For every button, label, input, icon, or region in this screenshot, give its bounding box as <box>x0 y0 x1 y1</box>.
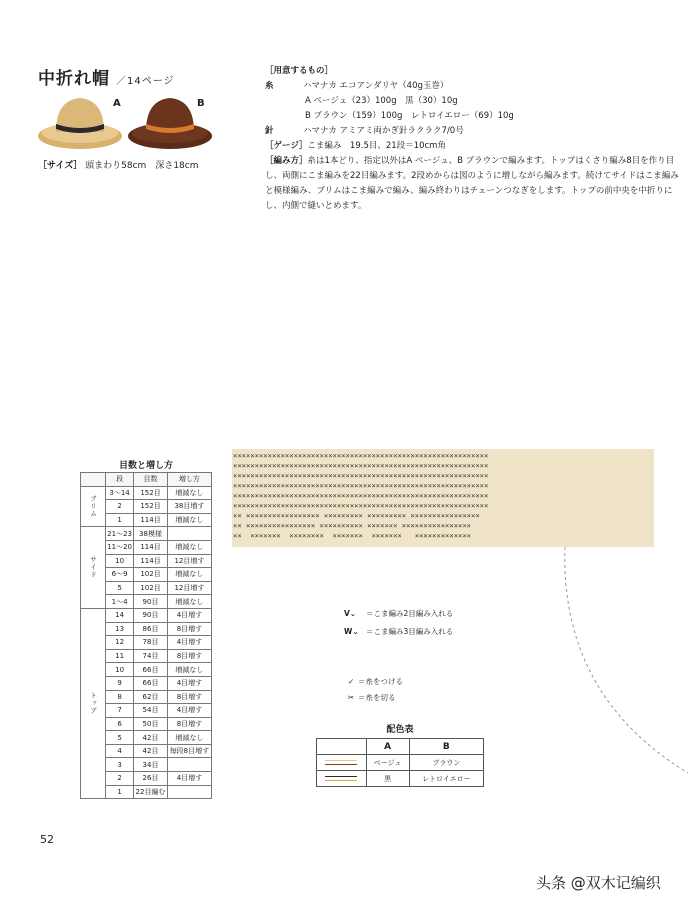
row-count-cell: 1 <box>106 785 134 799</box>
watermark: 头条 @双木记编织 <box>536 874 661 892</box>
row-count-cell: 11 <box>106 649 134 663</box>
needle-text: ハマナカ アミアミ両かぎ針ラクラク7/0号 <box>303 126 464 136</box>
row-count-cell: 5 <box>106 581 134 595</box>
row-count-cell: 4 <box>106 744 134 758</box>
table-row <box>81 486 212 500</box>
group-label: サイド <box>81 527 106 609</box>
stitch-count-cell: 114目 <box>134 554 168 568</box>
row-count-cell: 6 <box>106 717 134 731</box>
stitch-row: ××××××××××××××××××××××××××××××××××××××××××××××××××××××××××× <box>233 481 489 490</box>
stitch-count-cell: 66目 <box>134 663 168 677</box>
symbol-legend-2 <box>344 626 453 637</box>
header-increase: 増し方 <box>167 473 211 487</box>
stitch-row: ××××××××××××××××××××××××××××××××××××××××××××××××××××××××××× <box>233 451 489 460</box>
group-label: トップ <box>81 608 106 798</box>
increase-cell: 増減なし <box>167 731 211 745</box>
increase-cell <box>167 785 211 799</box>
increase-cell: 増減なし <box>167 595 211 609</box>
stitch-chart <box>233 451 653 541</box>
page-title <box>38 64 175 89</box>
stitch-count-cell: 102目 <box>134 581 168 595</box>
size-text: 頭まわり58cm 深さ18cm <box>85 161 199 171</box>
stitch-count-cell: 42目 <box>134 731 168 745</box>
stitch-count-cell: 34目 <box>134 758 168 772</box>
inc2-icon: V⌄ <box>344 609 357 618</box>
color-col-a: A <box>366 739 409 755</box>
stitch-count-cell: 62目 <box>134 690 168 704</box>
stitch-count-cell: 26目 <box>134 772 168 786</box>
increase-cell: 4目増す <box>167 608 211 622</box>
increase-cell: 8目増す <box>167 649 211 663</box>
table-row <box>81 527 212 541</box>
hat-a-image <box>36 92 124 152</box>
increase-table <box>80 472 212 799</box>
row-count-cell: 2 <box>106 500 134 514</box>
yarn-b-text: B ブラウン（159）100g レトロイエロー（69）10g <box>305 111 514 121</box>
color-row1-b: ブラウン <box>409 755 483 771</box>
row-count-cell: 1〜4 <box>106 595 134 609</box>
increase-cell: 増減なし <box>167 663 211 677</box>
stitch-count-cell: 66目 <box>134 676 168 690</box>
yarn-a-text: A ベージュ（23）100g 黒（30）10g <box>305 96 458 106</box>
color-swatch-2 <box>317 771 367 787</box>
chart-arc-guide <box>540 545 690 775</box>
row-count-cell: 12 <box>106 636 134 650</box>
symbol-text-3: ＝糸をつける <box>358 677 403 686</box>
stitch-row: ××××××××××××××××××××××××××××××××××××××××××××××××××××××××××× <box>233 471 489 480</box>
group-header-blank <box>81 473 106 487</box>
increase-cell: 8目増す <box>167 717 211 731</box>
increase-cell <box>167 758 211 772</box>
row-count-cell: 1 <box>106 513 134 527</box>
color-col-b: B <box>409 739 483 755</box>
increase-cell: 8目増す <box>167 690 211 704</box>
page-number: 52 <box>40 833 54 846</box>
group-label: ブリム <box>81 486 106 527</box>
stitch-row: ××××××××××××××××××××××××××××××××××××××××××××××××××××××××××× <box>233 501 489 510</box>
row-count-cell: 2 <box>106 772 134 786</box>
method-text: 糸は1本どり、指定以外はA ベージュ、B ブラウンで編みます。トップはくさり編み8目を作り目し、両側にこま編みを22目編みます。2段めからは図のように増しながら編みます。続けてサイドはこま編みと模様編み、ブリムはこま編みで編み、編み終わりはチェーンつなぎをします。トップの前中央を中折りにし、内側で縫いとめます。 <box>265 156 679 211</box>
increase-cell: 増減なし <box>167 486 211 500</box>
symbol-text-4: ＝糸を切る <box>358 693 396 702</box>
gauge-text: こま編み 19.5目、21段＝10cm角 <box>307 141 446 151</box>
stitch-count-cell: 38模様 <box>134 527 168 541</box>
increase-table-title: 目数と増し方 <box>118 461 173 471</box>
stitch-row: ×× ×××××××××××××××× ×××××××××× ××××××× ×××××××××××××××× <box>233 521 471 530</box>
materials-header: ［用意するもの］ <box>265 66 334 76</box>
stitch-row: ××××××××××××××××××××××××××××××××××××××××××××××××××××××××××× <box>233 491 489 500</box>
stitch-count-cell: 114目 <box>134 540 168 554</box>
row-count-cell: 13 <box>106 622 134 636</box>
row-count-cell: 11〜20 <box>106 540 134 554</box>
stitch-count-cell: 42目 <box>134 744 168 758</box>
stitch-row: ×× ××××××××××××××××× ××××××××× ××××××××× ×××××××××××××××× <box>233 511 480 520</box>
symbol-text-1: ＝こま編み2目編み入れる <box>366 609 454 618</box>
row-count-cell: 6〜9 <box>106 568 134 582</box>
inc3-icon: W⌄ <box>344 627 359 636</box>
hat-a-label: A <box>113 98 121 109</box>
stitch-count-cell: 78目 <box>134 636 168 650</box>
yarn-key: 糸 <box>265 81 274 91</box>
row-count-cell: 3 <box>106 758 134 772</box>
color-swatch-1 <box>317 755 367 771</box>
increase-cell <box>167 527 211 541</box>
symbol-legend-4 <box>348 692 396 703</box>
symbol-legend-1 <box>344 608 453 619</box>
increase-cell: 8目増す <box>167 622 211 636</box>
gauge-key: ［ゲージ］ <box>265 141 308 151</box>
title-text: 中折れ帽 <box>38 69 110 89</box>
size-label: ［サイズ］ <box>38 161 83 171</box>
header-row-count: 段 <box>106 473 134 487</box>
header-stitch-count: 目数 <box>134 473 168 487</box>
row-count-cell: 9 <box>106 676 134 690</box>
row-count-cell: 14 <box>106 608 134 622</box>
row-count-cell: 10 <box>106 663 134 677</box>
stitch-count-cell: 22目編む <box>134 785 168 799</box>
color-row2-a: 黒 <box>366 771 409 787</box>
stitch-count-cell: 54目 <box>134 704 168 718</box>
row-count-cell: 3〜14 <box>106 486 134 500</box>
increase-cell: 毎段8目増す <box>167 744 211 758</box>
increase-cell: 増減なし <box>167 513 211 527</box>
stitch-row: ××××××××××××××××××××××××××××××××××××××××××××××××××××××××××× <box>233 461 489 470</box>
stitch-count-cell: 50目 <box>134 717 168 731</box>
row-count-cell: 7 <box>106 704 134 718</box>
stitch-count-cell: 86目 <box>134 622 168 636</box>
increase-cell: 12目増す <box>167 581 211 595</box>
page-ref: ／14ページ <box>116 76 175 87</box>
stitch-row: ×× ××××××× ×××××××× ××××××× ××××××× ××××××××××××× <box>233 531 471 540</box>
color-row1-a: ベージュ <box>366 755 409 771</box>
color-table-corner <box>317 739 367 755</box>
table-row <box>81 608 212 622</box>
row-count-cell: 21〜23 <box>106 527 134 541</box>
stitch-count-cell: 114目 <box>134 513 168 527</box>
row-count-cell: 10 <box>106 554 134 568</box>
stitch-count-cell: 102目 <box>134 568 168 582</box>
color-row2-b: レトロイエロー <box>409 771 483 787</box>
row-count-cell: 8 <box>106 690 134 704</box>
stitch-count-cell: 90目 <box>134 608 168 622</box>
increase-cell: 4目増す <box>167 636 211 650</box>
cut-yarn-icon: ✂ <box>348 693 355 702</box>
increase-cell: 増減なし <box>167 568 211 582</box>
increase-cell: 4目増す <box>167 704 211 718</box>
symbol-text-2: ＝こま編み3目編み入れる <box>366 627 454 636</box>
row-count-cell: 5 <box>106 731 134 745</box>
hat-b-label: B <box>197 98 205 109</box>
color-table-title: 配色表 <box>386 725 414 735</box>
size-info <box>38 158 199 171</box>
yarn-text: ハマナカ エコアンダリヤ（40g玉巻） <box>303 81 449 91</box>
increase-cell: 増減なし <box>167 540 211 554</box>
increase-cell: 4目増す <box>167 676 211 690</box>
color-table <box>316 738 484 787</box>
stitch-count-cell: 152目 <box>134 486 168 500</box>
increase-cell: 38目増す <box>167 500 211 514</box>
symbol-legend-3 <box>348 676 403 687</box>
stitch-count-cell: 152目 <box>134 500 168 514</box>
method-key: ［編み方］ <box>265 156 308 166</box>
increase-cell: 12目増す <box>167 554 211 568</box>
increase-cell: 4目増す <box>167 772 211 786</box>
stitch-count-cell: 74目 <box>134 649 168 663</box>
attach-yarn-icon: ✓ <box>348 677 355 686</box>
materials-block <box>265 64 685 214</box>
needle-key: 針 <box>265 126 274 136</box>
stitch-count-cell: 90目 <box>134 595 168 609</box>
